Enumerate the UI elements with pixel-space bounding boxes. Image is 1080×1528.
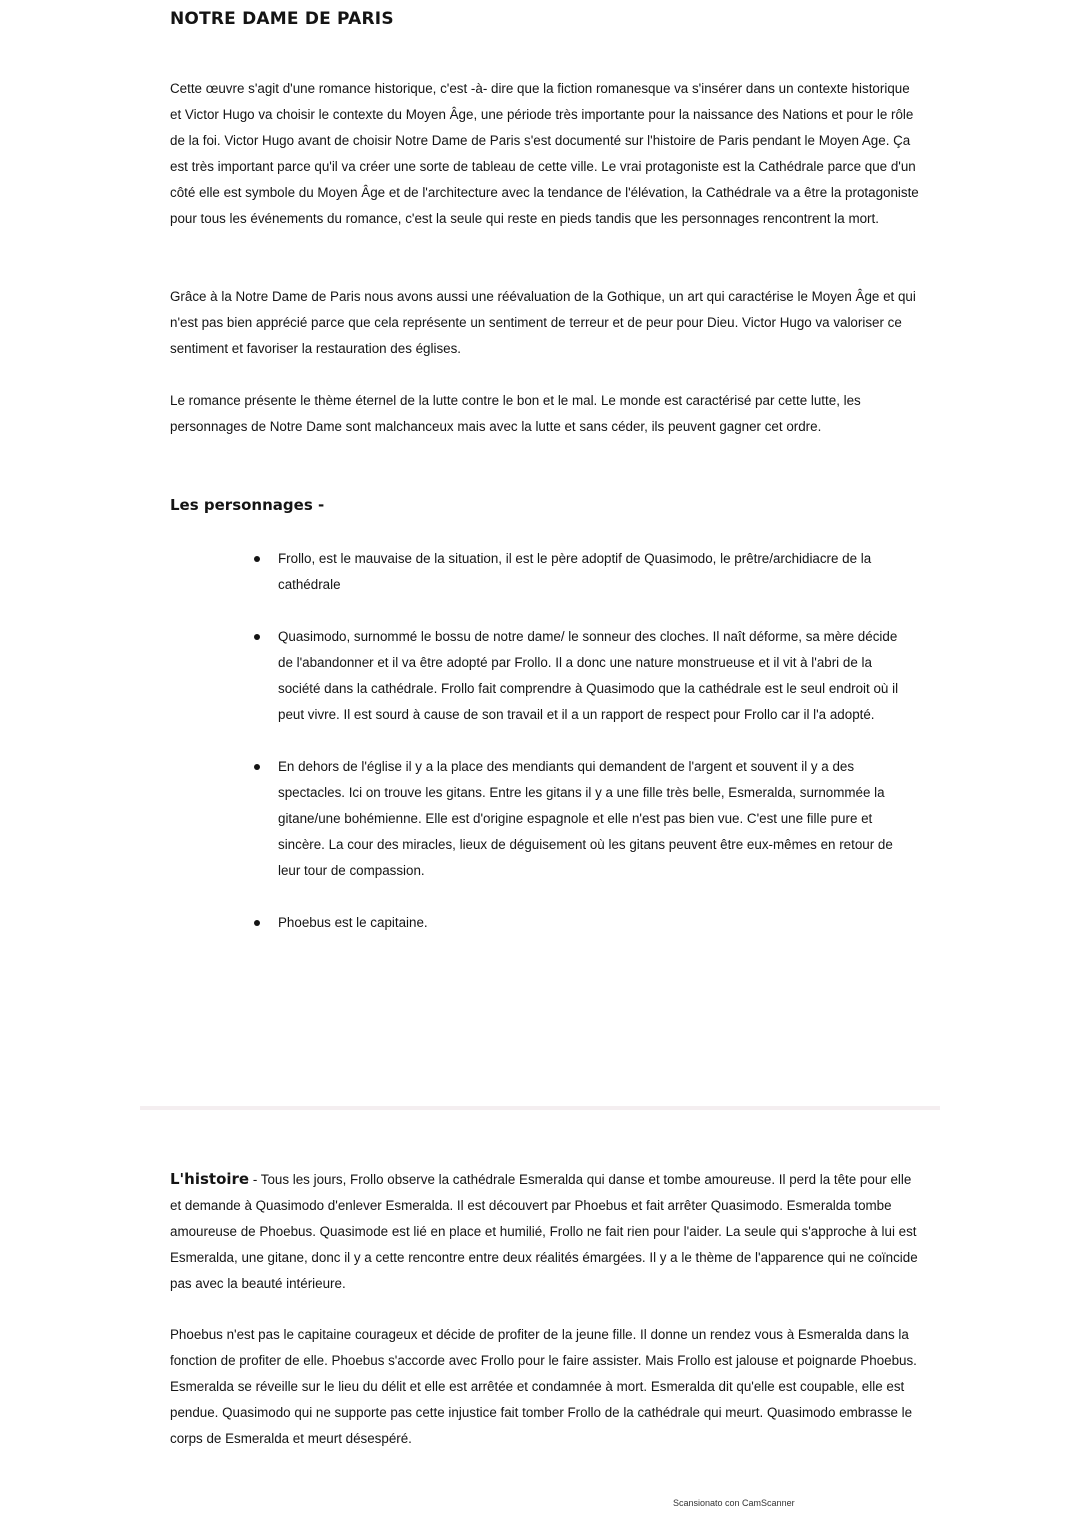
characters-heading: Les personnages - (170, 496, 325, 514)
scanner-watermark: Scansionato con CamScanner (673, 1498, 795, 1508)
intro-paragraph: Cette œuvre s'agit d'une romance historique, c'est -à- dire que la fiction romanesque va s'insérer dans un contexte historique et Victor Hugo va choisir le contexte du Moyen Âge, une période très importante pour la naissance des Nations et pour le rôle de la foi. Victor Hugo avant de choisir Notre Dame de Paris s'est documenté sur l'histoire de Paris pendant le Moyen Age. Ça est très important parce qu'il va créer une sorte de tableau de cette ville. Le vrai protagoniste est la Cathédrale parce que d'un côté elle est symbole du Moyen Âge et de l'architecture avec la tendance de l'élévation, la Cathédrale va a être la protagoniste pour tous les événements du romance, c'est la seule qui reste en pieds tandis que les personnages rencontrent la mort. (170, 81, 919, 226)
character-text: Quasimodo, surnommé le bossu de notre dame/ le sonneur des cloches. Il naît déforme, sa mère décide de l'abandonner et il va être adopté par Frollo. Il a donc une nature monstrueuse et il vit à l'abri de la société dans la cathédrale. Frollo fait comprendre à Quasimodo que la cathédrale est le seul endroit où il peut vivre. Il est sourd à cause de son travail et il a un rapport de respect pour Frollo car il l'a adopté. (278, 629, 899, 722)
story-paragraph-2: Phoebus n'est pas le capitaine courageux et décide de profiter de la jeune fille. Il donne un rendez vous à Esmeralda dans la fonction de profiter de elle. Phoebus s'accorde avec Frollo pour le faire assister. Mais Frollo est jalouse et poignarde Phoebus. Esmeralda se réveille sur le lieu du délit et elle est arrêtée et condamnée à mort. Esmeralda dit qu'elle est coupable, elle est pendue. Quasimodo qui ne supporte pas cette injustice fait tomber Frollo de la cathédrale qui meurt. Quasimodo embrasse le corps de Esmeralda et meurt désespéré. (170, 1327, 917, 1446)
character-text: Phoebus est le capitaine. (278, 915, 428, 930)
story-text: - Tous les jours, Frollo observe la cathédrale Esmeralda qui danse et tombe amoureuse. Il perd la tête pour elle et demande à Quasimodo d'enlever Esmeralda. Il est découvert par Phoebus et fait arrêter Quasimodo. Esmeralda tombe amoureuse de Phoebus. Quasimode est lié en place et humilié, Frollo ne fait rien pour l'aider. La seule qui s'approche à lui est Esmeralda, une gitane, donc il y a cette rencontre entre deux réalités émargées. Il y a le thème de l'apparence qui ne coïncide pas avec la beauté intérieure. (170, 1172, 918, 1291)
character-item-phoebus (254, 910, 914, 936)
characters-list (254, 546, 914, 962)
character-item-frollo (254, 546, 914, 598)
document-title: NOTRE DAME DE PARIS (170, 9, 394, 29)
bullet-icon (254, 920, 260, 926)
page-break-divider (140, 1106, 940, 1110)
character-item-quasimodo (254, 624, 914, 728)
character-text: Frollo, est le mauvaise de la situation, il est le père adoptif de Quasimodo, le prêtre/archidiacre de la cathédrale (278, 551, 872, 592)
character-item-esmeralda (254, 754, 914, 884)
theme-paragraph: Le romance présente le thème éternel de la lutte contre le bon et le mal. Le monde est caractérisé par cette lutte, les personnages de Notre Dame sont malchanceux mais avec la lutte et sans céder, ils peuvent gagner cet ordre. (170, 393, 861, 434)
bullet-icon (254, 634, 260, 640)
story-heading: L'histoire (170, 1170, 250, 1188)
story-paragraph (170, 1166, 920, 1297)
character-text: En dehors de l'église il y a la place des mendiants qui demandent de l'argent et souvent il y a des spectacles. Ici on trouve les gitans. Entre les gitans il y a une fille très belle, Esmeralda, surnommée la gitane/une bohémienne. Elle est d'origine espagnole et elle n'est pas bien vue. C'est une fille pure et sincère. La cour des miracles, lieux de déguisement où les gitans peuvent être eux-mêmes en retour de leur tour de compassion. (278, 759, 893, 878)
bullet-icon (254, 556, 260, 562)
gothic-paragraph: Grâce à la Notre Dame de Paris nous avons aussi une réévaluation de la Gothique, un art qui caractérise le Moyen Âge et qui n'est pas bien apprécié parce que cela représente un sentiment de terreur et de peur pour Dieu. Victor Hugo va valoriser ce sentiment et favoriser la restauration des églises. (170, 289, 916, 356)
bullet-icon (254, 764, 260, 770)
